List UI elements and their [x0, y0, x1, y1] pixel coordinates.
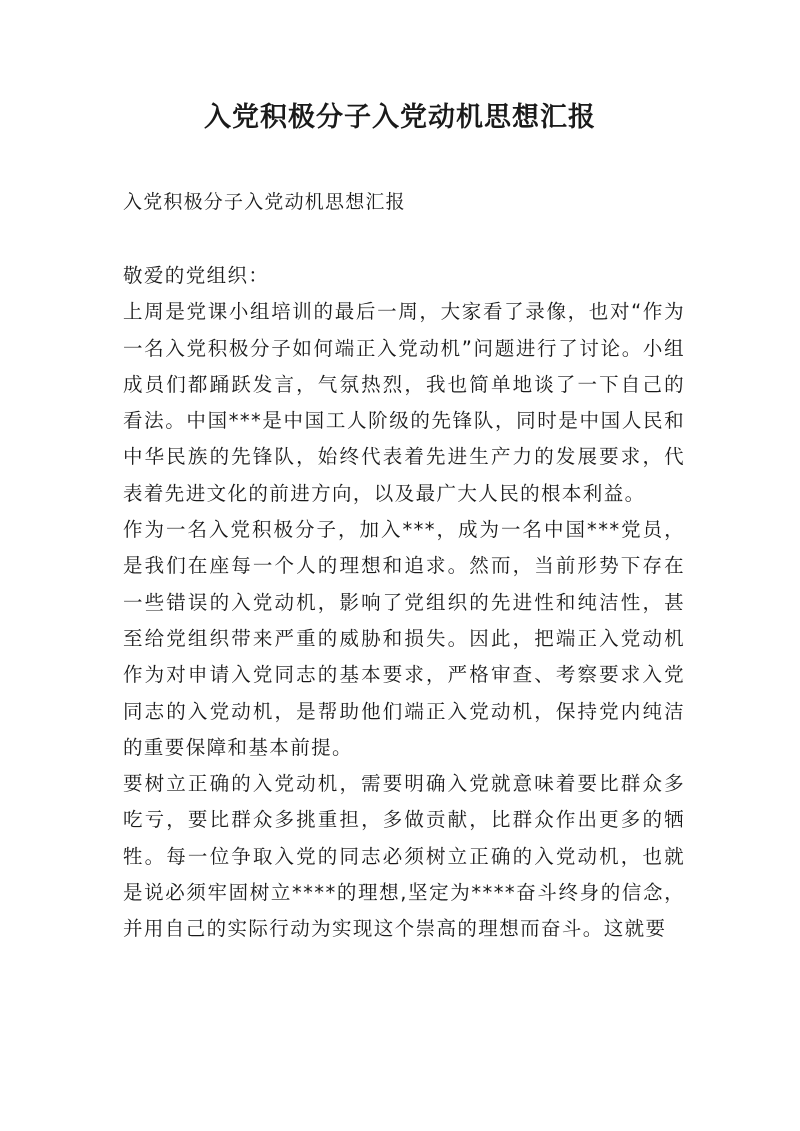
document-body [123, 258, 685, 948]
paragraph-1: 上周是党课小组培训的最后一周，大家看了录像，也对“作为一名入党积极分子如何端正入党动机”问题进行了讨论。小组成员们都踊跃发言，气氛热烈，我也简单地谈了一下自己的看法。中国***是中国工人阶级的先锋队，同时是中国人民和中华民族的先锋队，始终代表着先进生产力的发展要求，代表着先进文化的前进方向，以及最广大人民的根本利益。 [123, 300, 685, 505]
paragraph-3: 要树立正确的入党动机，需要明确入党就意味着要比群众多吃亏，要比群众多挑重担，多做贡献，比群众作出更多的牺牲。每一位争取入党的同志必须树立正确的入党动机，也就是说必须牢固树立****的理想,坚定为****奋斗终身的信念，并用自己的实际行动为实现这个崇高的理想而奋斗。这就要 [123, 772, 685, 941]
paragraph-2: 作为一名入党积极分子，加入***，成为一名中国***党员，是我们在座每一个人的理想和追求。然而，当前形势下存在一些错误的入党动机，影响了党组织的先进性和纯洁性，甚至给党组织带来严重的威胁和损失。因此，把端正入党动机作为对申请入党同志的基本要求，严格审查、考察要求入党同志的入党动机，是帮助他们端正入党动机，保持党内纯洁的重要保障和基本前提。 [123, 518, 685, 759]
document-subtitle: 入党积极分子入党动机思想汇报 [123, 191, 406, 213]
salutation: 敬爱的党组织： [123, 264, 270, 287]
document-title: 入党积极分子入党动机思想汇报 [204, 102, 596, 133]
